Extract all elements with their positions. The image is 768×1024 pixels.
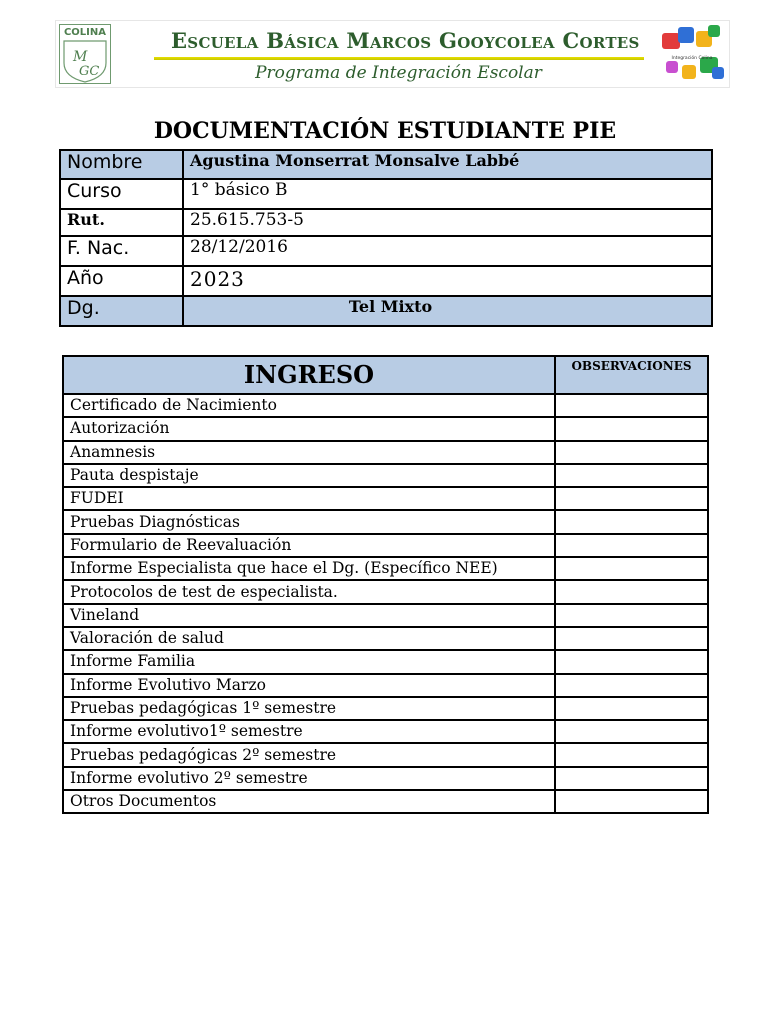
- observation-cell[interactable]: [555, 767, 708, 790]
- observaciones-header: OBSERVACIONES: [555, 356, 708, 394]
- curso-value: 1° básico B: [183, 179, 712, 209]
- document-item-label: Pauta despistaje: [63, 464, 555, 487]
- page-title: DOCUMENTACIÓN ESTUDIANTE PIE: [153, 118, 617, 144]
- document-item-label: Certificado de Nacimiento: [63, 394, 555, 417]
- table-row: [63, 720, 708, 743]
- observation-cell[interactable]: [555, 604, 708, 627]
- school-logo-text: COLINA: [63, 27, 107, 38]
- table-row: [63, 580, 708, 603]
- table-row: [63, 743, 708, 766]
- table-row: [63, 650, 708, 673]
- document-item-label: Informe evolutivo 2º semestre: [63, 767, 555, 790]
- document-item-label: Autorización: [63, 417, 555, 440]
- rut-row: [60, 209, 712, 236]
- observation-cell[interactable]: [555, 557, 708, 580]
- document-item-label: Anamnesis: [63, 441, 555, 464]
- dg-value: Tel Mixto: [183, 296, 712, 326]
- svg-text:M: M: [73, 49, 88, 65]
- school-name: Escuela Básica Marcos Gooycolea Cortes: [171, 28, 640, 53]
- dg-row: [60, 296, 712, 326]
- curso-row: [60, 179, 712, 209]
- table-row: [63, 674, 708, 697]
- document-item-label: Pruebas Diagnósticas: [63, 510, 555, 533]
- table-row: [63, 510, 708, 533]
- table-row: [63, 441, 708, 464]
- table-row: [63, 417, 708, 440]
- rut-label: Rut.: [60, 209, 183, 236]
- anio-row: [60, 266, 712, 296]
- observation-cell[interactable]: [555, 720, 708, 743]
- header-divider: [154, 57, 644, 60]
- document-item-label: Informe evolutivo1º semestre: [63, 720, 555, 743]
- table-row: [63, 487, 708, 510]
- svg-text:GC: GC: [79, 64, 100, 79]
- table-row: [63, 697, 708, 720]
- document-item-label: FUDEI: [63, 487, 555, 510]
- fnac-row: [60, 236, 712, 266]
- document-item-label: Informe Evolutivo Marzo: [63, 674, 555, 697]
- document-item-label: Protocolos de test de especialista.: [63, 580, 555, 603]
- observation-cell[interactable]: [555, 627, 708, 650]
- table-row: [63, 464, 708, 487]
- document-item-label: Informe Especialista que hace el Dg. (Específico NEE): [63, 557, 555, 580]
- observation-cell[interactable]: [555, 790, 708, 813]
- student-info-table: [59, 149, 713, 327]
- fnac-label: F. Nac.: [60, 236, 183, 266]
- rut-value: 25.615.753-5: [183, 209, 712, 236]
- document-item-label: Informe Familia: [63, 650, 555, 673]
- observation-cell[interactable]: [555, 417, 708, 440]
- program-name: Programa de Integración Escolar: [255, 63, 542, 83]
- dg-label: Dg.: [60, 296, 183, 326]
- fnac-value: 28/12/2016: [183, 236, 712, 266]
- observation-cell[interactable]: [555, 534, 708, 557]
- curso-label: Curso: [60, 179, 183, 209]
- observation-cell[interactable]: [555, 697, 708, 720]
- school-crest-icon: [60, 39, 110, 83]
- ingreso-table: [62, 355, 709, 814]
- nombre-label: Nombre: [60, 150, 183, 179]
- observation-cell[interactable]: [555, 580, 708, 603]
- school-logo: [59, 24, 111, 84]
- table-row: [63, 790, 708, 813]
- puzzle-icon: [656, 23, 728, 87]
- observation-cell[interactable]: [555, 674, 708, 697]
- table-row: [63, 557, 708, 580]
- document-item-label: Otros Documentos: [63, 790, 555, 813]
- observation-cell[interactable]: [555, 650, 708, 673]
- table-row: [63, 534, 708, 557]
- ingreso-header: INGRESO: [63, 356, 555, 394]
- observation-cell[interactable]: [555, 510, 708, 533]
- table-row: [63, 394, 708, 417]
- nombre-row: [60, 150, 712, 179]
- document-item-label: Valoración de salud: [63, 627, 555, 650]
- observation-cell[interactable]: [555, 743, 708, 766]
- observation-cell[interactable]: [555, 441, 708, 464]
- ingreso-rows: [63, 394, 708, 813]
- table-row: [63, 604, 708, 627]
- ingreso-header-row: [63, 356, 708, 394]
- nombre-value: Agustina Monserrat Monsalve Labbé: [183, 150, 712, 179]
- integration-logo-caption: Integración Colina: [671, 56, 713, 61]
- observation-cell[interactable]: [555, 394, 708, 417]
- observation-cell[interactable]: [555, 464, 708, 487]
- document-item-label: Pruebas pedagógicas 2º semestre: [63, 743, 555, 766]
- anio-label: Año: [60, 266, 183, 296]
- table-row: [63, 627, 708, 650]
- anio-value: 2023: [183, 266, 712, 296]
- table-row: [63, 767, 708, 790]
- document-item-label: Vineland: [63, 604, 555, 627]
- observation-cell[interactable]: [555, 487, 708, 510]
- document-item-label: Formulario de Reevaluación: [63, 534, 555, 557]
- integration-logo: [656, 23, 728, 87]
- document-header: [55, 20, 730, 88]
- document-item-label: Pruebas pedagógicas 1º semestre: [63, 697, 555, 720]
